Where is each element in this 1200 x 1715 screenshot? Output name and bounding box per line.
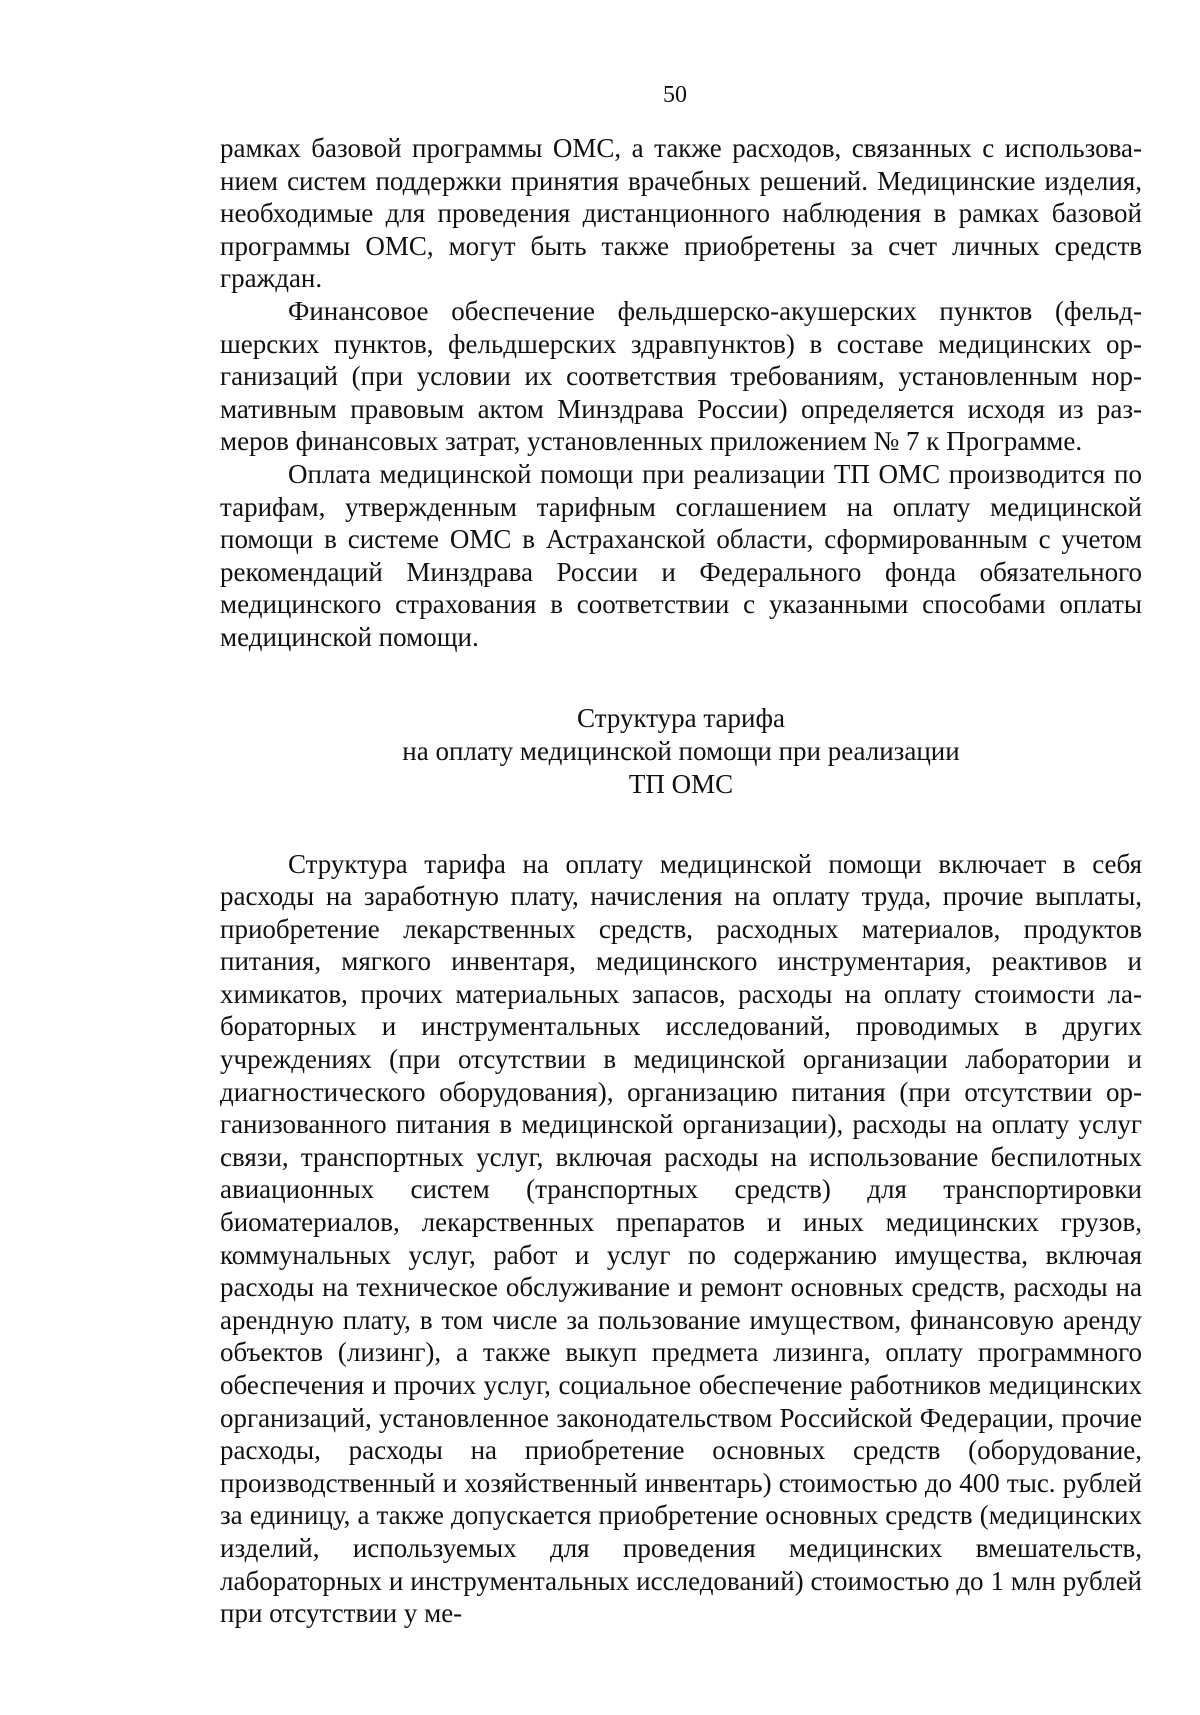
section-title-line-2: на оплату медицинской помощи при реализации <box>402 735 960 766</box>
section-title-line-1: Структура тарифа <box>577 702 785 733</box>
paragraph-payment-tariffs: Оплата медицинской помощи при реализации ТП ОМС производится по тарифам, утвержденным тарифным соглашением на оплату медицинской помощи в системе ОМС в Астраханской области, сформированным с учетом рекомендаций Минздрава России и Федерального фонда обязательного медицинского страхования в соответствии с указанными способами оплаты медицинской помощи. <box>220 458 1142 652</box>
section-title-line-3: ТП ОМС <box>628 768 734 799</box>
page-number: 50 <box>663 82 687 108</box>
document-body <box>220 132 1142 1630</box>
paragraph-tariff-structure: Структура тарифа на оплату медицинской помощи включает в себя расходы на заработную плату, начисления на оплату труда, прочие выплаты, приобретение лекарственных средств, расходных материалов, продуктов питания, мягкого инвентаря, медицинского инструментария, реактивов и химикатов, прочих материальных запасов, расходы на оплату стоимости лабораторных и инструментальных исследований, проводимых в других учреждениях (при отсутствии в медицинской организации лаборатории и диагностического оборудования), организацию питания (при отсутствии организованного питания в медицинской организации), расходы на оплату услуг связи, транспортных услуг, включая расходы на использование беспилотных авиационных систем (транспортных средств) для транспортировки биоматериалов, лекарственных препаратов и иных медицинских грузов, коммунальных услуг, работ и услуг по содержанию имущества, включая расходы на техническое обслуживание и ремонт основных средств, расходы на арендную плату, в том числе за пользование имуществом, финансовую аренду объектов (лизинг), а также выкуп предмета лизинга, оплату программного обеспечения и прочих услуг, социальное обеспечение работников медицинских организаций, установленное законодательством Российской Федерации, прочие расходы, расходы на приобретение основных средств (оборудование, производственный и хозяйственный инвентарь) стоимостью до 400 тыс. рублей за единицу, а также допускается приобретение основных средств (медицинских изделий, используемых для проведения медицинских вмешательств, лабораторных и инструментальных исследований) стоимостью до 1 млн рублей при отсутствии у ме- <box>220 848 1142 1629</box>
paragraph-fap-financing: Финансовое обеспечение фельдшерско-акушерских пунктов (фельдшерских пунктов, фельдшерских здравпунктов) в составе медицинских организаций (при условии их соответствия требованиям, установленным нормативным правовым актом Минздрава России) определяется исходя из размеров финансовых затрат, установленных приложением № 7 к Программе. <box>220 295 1142 457</box>
paragraph-continuation: рамках базовой программы ОМС, а также расходов, связанных с использованием систем поддержки принятия врачебных решений. Медицинские изделия, необходимые для проведения дистанционного наблюдения в рамках базовой программы ОМС, могут быть также приобретены за счет личных средств граждан. <box>220 133 1142 294</box>
section-title <box>220 702 1142 801</box>
